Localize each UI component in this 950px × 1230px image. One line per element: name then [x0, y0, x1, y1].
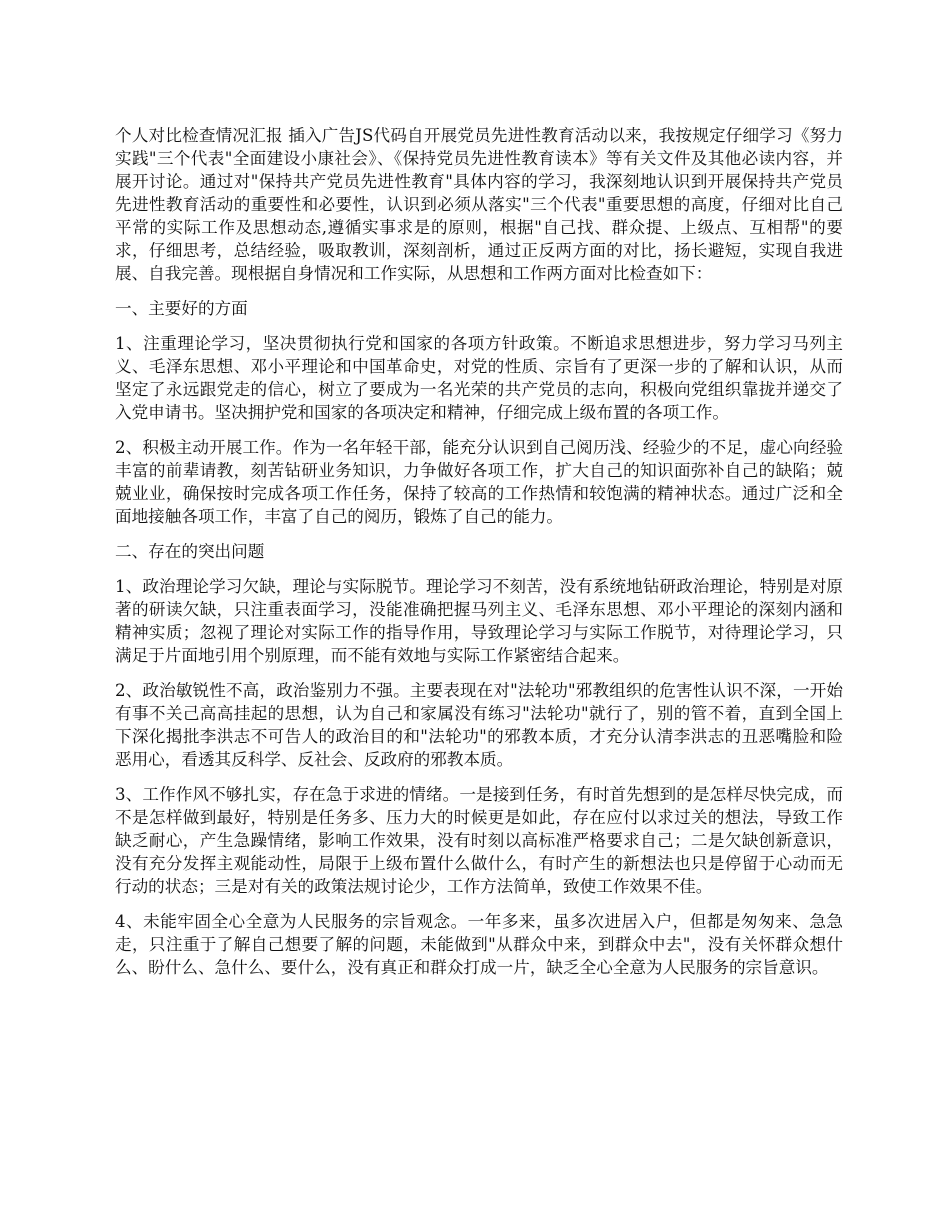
strength-paragraph-2: 2、积极主动开展工作。作为一名年轻干部，能充分认识到自己阅历浅、经验少的不足，虚心向经验丰富的前辈请教，刻苦钻研业务知识，力争做好各项工作，扩大自己的知识面弥补自己的缺陷；兢兢业业，确保按时完成各项工作任务，保持了较高的工作热情和较饱满的精神状态。通过广泛和全面地接触各项工作，丰富了自己的阅历，锻炼了自己的能力。 [115, 438, 843, 526]
problem-paragraph-3: 3、工作作风不够扎实，存在急于求进的情绪。一是接到任务，有时首先想到的是怎样尽快完成，而不是怎样做到最好，特别是任务多、压力大的时候更是如此，存在应付以求过关的想法，导致工作缺乏耐心，产生急躁情绪，影响工作效果，没有时刻以高标准严格要求自己；二是欠缺创新意识，没有充分发挥主观能动性，局限于上级布置什么做什么，有时产生的新想法也只是停留于心动而无行动的状态；三是对有关的政策法规讨论少，工作方法简单，致使工作效果不佳。 [115, 785, 843, 896]
document-body [115, 124, 843, 991]
strength-paragraph-1: 1、注重理论学习，坚决贯彻执行党和国家的各项方针政策。不断追求思想进步，努力学习马列主义、毛泽东思想、邓小平理论和中国革命史，对党的性质、宗旨有了更深一步的了解和认识，从而坚定了永远跟党走的信心，树立了要成为一名光荣的共产党员的志向，积极向党组织靠拢并递交了入党申请书。坚决拥护党和国家的各项决定和精神，仔细完成上级布置的各项工作。 [115, 334, 843, 422]
problem-paragraph-2: 2、政治敏锐性不高，政治鉴别力不强。主要表现在对"法轮功"邪教组织的危害性认识不深，一开始有事不关己高高挂起的思想，认为自己和家属没有练习"法轮功"就行了，别的管不着，直到全国上下深化揭批李洪志不可告人的政治目的和"法轮功"的邪教本质，才充分认清李洪志的丑恶嘴脸和险恶用心，看透其反科学、反社会、反政府的邪教本质。 [115, 681, 843, 769]
problem-paragraph-4: 4、未能牢固全心全意为人民服务的宗旨观念。一年多来，虽多次进居入户，但都是匆匆来、急急走，只注重于了解自己想要了解的问题，未能做到"从群众中来，到群众中去"，没有关怀群众想什么、盼什么、急什么、要什么，没有真正和群众打成一片，缺乏全心全意为人民服务的宗旨意识。 [115, 912, 843, 977]
section-heading-strengths: 一、主要好的方面 [115, 299, 248, 318]
section-heading-problems: 二、存在的突出问题 [115, 542, 265, 561]
problem-paragraph-1: 1、政治理论学习欠缺，理论与实际脱节。理论学习不刻苦，没有系统地钻研政治理论，特别是对原著的研读欠缺，只注重表面学习，没能准确把握马列主义、毛泽东思想、邓小平理论的深刻内涵和精神实质；忽视了理论对实际工作的指导作用，导致理论学习与实际工作脱节，对待理论学习，只满足于片面地引用个别原理，而不能有效地与实际工作紧密结合起来。 [115, 577, 843, 665]
intro-paragraph: 个人对比检查情况汇报 插入广告JS代码自开展党员先进性教育活动以来，我按规定仔细学习《努力实践"三个代表"全面建设小康社会》、《保持党员先进性教育读本》等有关文件及其他必读内容，并展开讨论。通过对"保持共产党员先进性教育"具体内容的学习，我深刻地认识到开展保持共产党员先进性教育活动的重要性和必要性，认识到必须从落实"三个代表"重要思想的高度，仔细对比自己平常的实际工作及思想动态,遵循实事求是的原则，根据"自己找、群众提、上级点、互相帮"的要求，仔细思考，总结经验，吸取教训，深刻剖析，通过正反两方面的对比，扬长避短，实现自我进展、自我完善。现根据自身情况和工作实际，从思想和工作两方面对比检查如下： [115, 126, 843, 283]
